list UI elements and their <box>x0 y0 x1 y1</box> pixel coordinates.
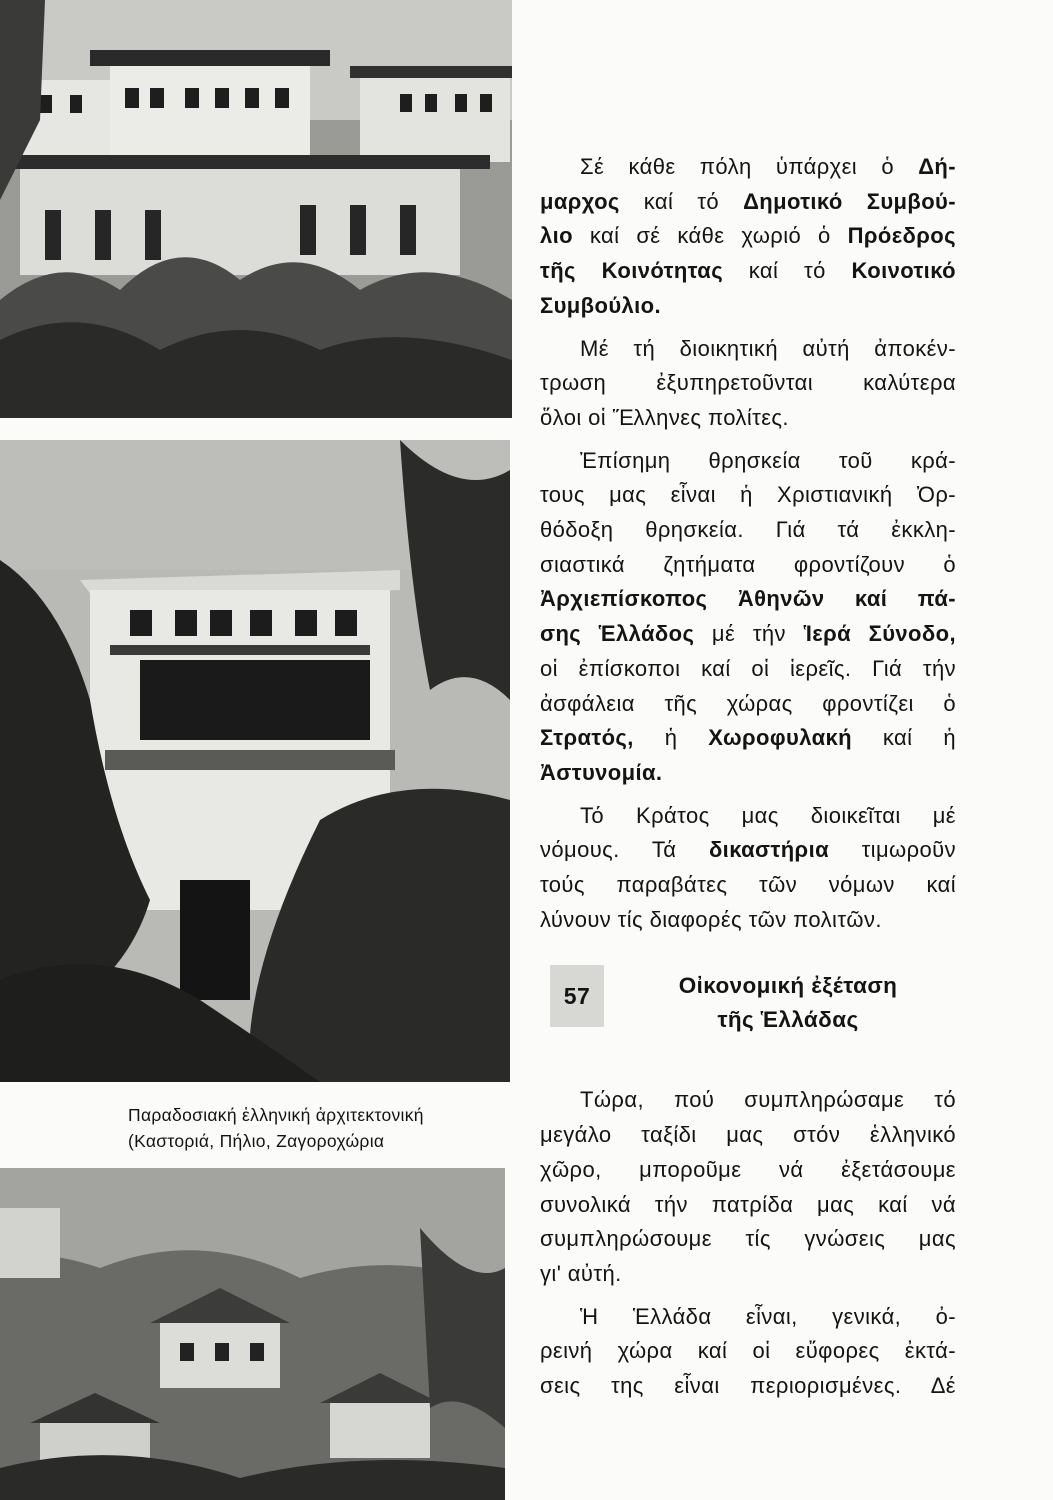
paragraph-mountainous-country <box>540 1300 956 1404</box>
text-line: ὅλοι οἱ Ἕλληνες πολίτες. <box>540 404 789 430</box>
text-line: οἱ ἐπίσκοποι καί οἱ ἱερεῖς. Γιά τήν <box>540 655 956 681</box>
bold-term: Πρόεδρος <box>847 223 956 249</box>
section-title-line: Οἰκονομική ἐξέταση <box>678 973 898 999</box>
paragraph-journey-summary <box>540 1083 956 1291</box>
text-line: χῶρο, μποροῦμε νά ἐξετάσουμε <box>540 1156 956 1182</box>
bold-term: Ἀρχιεπίσκοπος Ἀθηνῶν καί πά- <box>540 586 956 612</box>
text-line: Μέ τή διοικητική αὐτή ἀποκέν- <box>580 335 956 361</box>
bold-term: Δημοτικό Συμβού- <box>743 188 956 214</box>
photo-traditional-houses-top <box>0 0 512 418</box>
text-run: καί ἡ <box>852 725 956 751</box>
bold-term: λιο <box>540 223 573 249</box>
paragraph-religion-security <box>540 444 956 791</box>
text-line: μεγάλο ταξίδι μας στόν ἑλληνικό <box>540 1122 956 1148</box>
text-line: Τό Κράτος μας διοικεῖται μέ <box>580 802 956 828</box>
text-line: λύνουν τίς διαφορές τῶν πολιτῶν. <box>540 906 882 932</box>
text-line: τρωση ἐξυπηρετοῦνται καλύτερα <box>540 370 956 396</box>
text-column <box>540 150 956 1412</box>
text-line: σεις της εἶναι περιορισμένες. Δέ <box>540 1373 956 1399</box>
text-line: σιαστικά ζητήματα φροντίζουν ὁ <box>540 551 956 577</box>
photo-village-houses-bottom <box>0 1168 505 1500</box>
bold-term: Συμβούλιο. <box>540 292 662 318</box>
text-line: ρεινή χώρα καί οἱ εὔφορες ἐκτά- <box>540 1338 956 1364</box>
text-line: Ἐπίσημη θρησκεία τοῦ κρά- <box>580 447 956 473</box>
text-run: καί σέ κάθε χωριό ὁ <box>573 223 848 249</box>
section-heading <box>540 965 956 1083</box>
text-line: συμπληρώσουμε τίς γνώσεις μας <box>540 1226 956 1252</box>
paragraph-municipalities <box>540 150 956 324</box>
section-number: 57 <box>550 965 604 1027</box>
text-run: Σέ κάθε πόλη ὑπάρχει ὁ <box>580 154 919 179</box>
text-line: ἀσφάλεια τῆς χώρας φροντίζει ὁ <box>540 690 956 716</box>
text-line: Τώρα, πού συμπληρώσαμε τό <box>580 1087 956 1113</box>
paragraph-decentralization <box>540 332 956 436</box>
bold-term: Στρατός, <box>540 725 634 751</box>
text-line: γι' αὐτή. <box>540 1260 622 1286</box>
bold-term: δικαστήρια <box>708 837 830 863</box>
caption-line: (Καστοριά, Πήλιο, Ζαγοροχώρια <box>128 1131 385 1151</box>
caption-line: Παραδοσιακή ἑλληνική ἀρχιτεκτονική <box>128 1105 424 1125</box>
bold-term: τῆς Κοινότητας <box>540 258 724 284</box>
text-run: ἡ <box>633 725 709 751</box>
paragraph-laws-courts <box>540 799 956 938</box>
bold-term: Ἱερά Σύνοδο, <box>803 621 956 647</box>
bold-term: Χωροφυλακή <box>708 725 853 751</box>
photo-traditional-house-balcony <box>0 440 510 1082</box>
photo-caption <box>128 1102 508 1154</box>
text-line: συνολικά τήν πατρίδα μας καί νά <box>540 1191 956 1217</box>
text-line: τούς παραβάτες τῶν νόμων καί <box>540 872 956 898</box>
section-title <box>620 969 956 1037</box>
bold-term: Ἀστυνομία. <box>540 759 663 785</box>
text-line: θόδοξη θρησκεία. Γιά τά ἐκκλη- <box>540 517 956 543</box>
bold-term: μαρχος <box>540 188 620 214</box>
text-run: καί τό <box>723 258 852 284</box>
bold-term: Δή- <box>918 154 956 179</box>
text-run: καί τό <box>619 188 744 214</box>
text-run: μέ τήν <box>694 621 804 647</box>
text-line: τους μας εἶναι ἡ Χριστιανική Ὀρ- <box>540 482 956 508</box>
text-line: Ἡ Ἑλλάδα εἶναι, γενικά, ὀ- <box>580 1303 956 1329</box>
text-run: νόμους. Τά <box>540 837 709 863</box>
bold-term: σης Ἑλλάδος <box>540 621 695 647</box>
bold-term: Κοινοτικό <box>851 258 956 284</box>
text-run: τιμωροῦν <box>829 837 956 863</box>
section-title-line: τῆς Ἑλλάδας <box>717 1007 859 1033</box>
